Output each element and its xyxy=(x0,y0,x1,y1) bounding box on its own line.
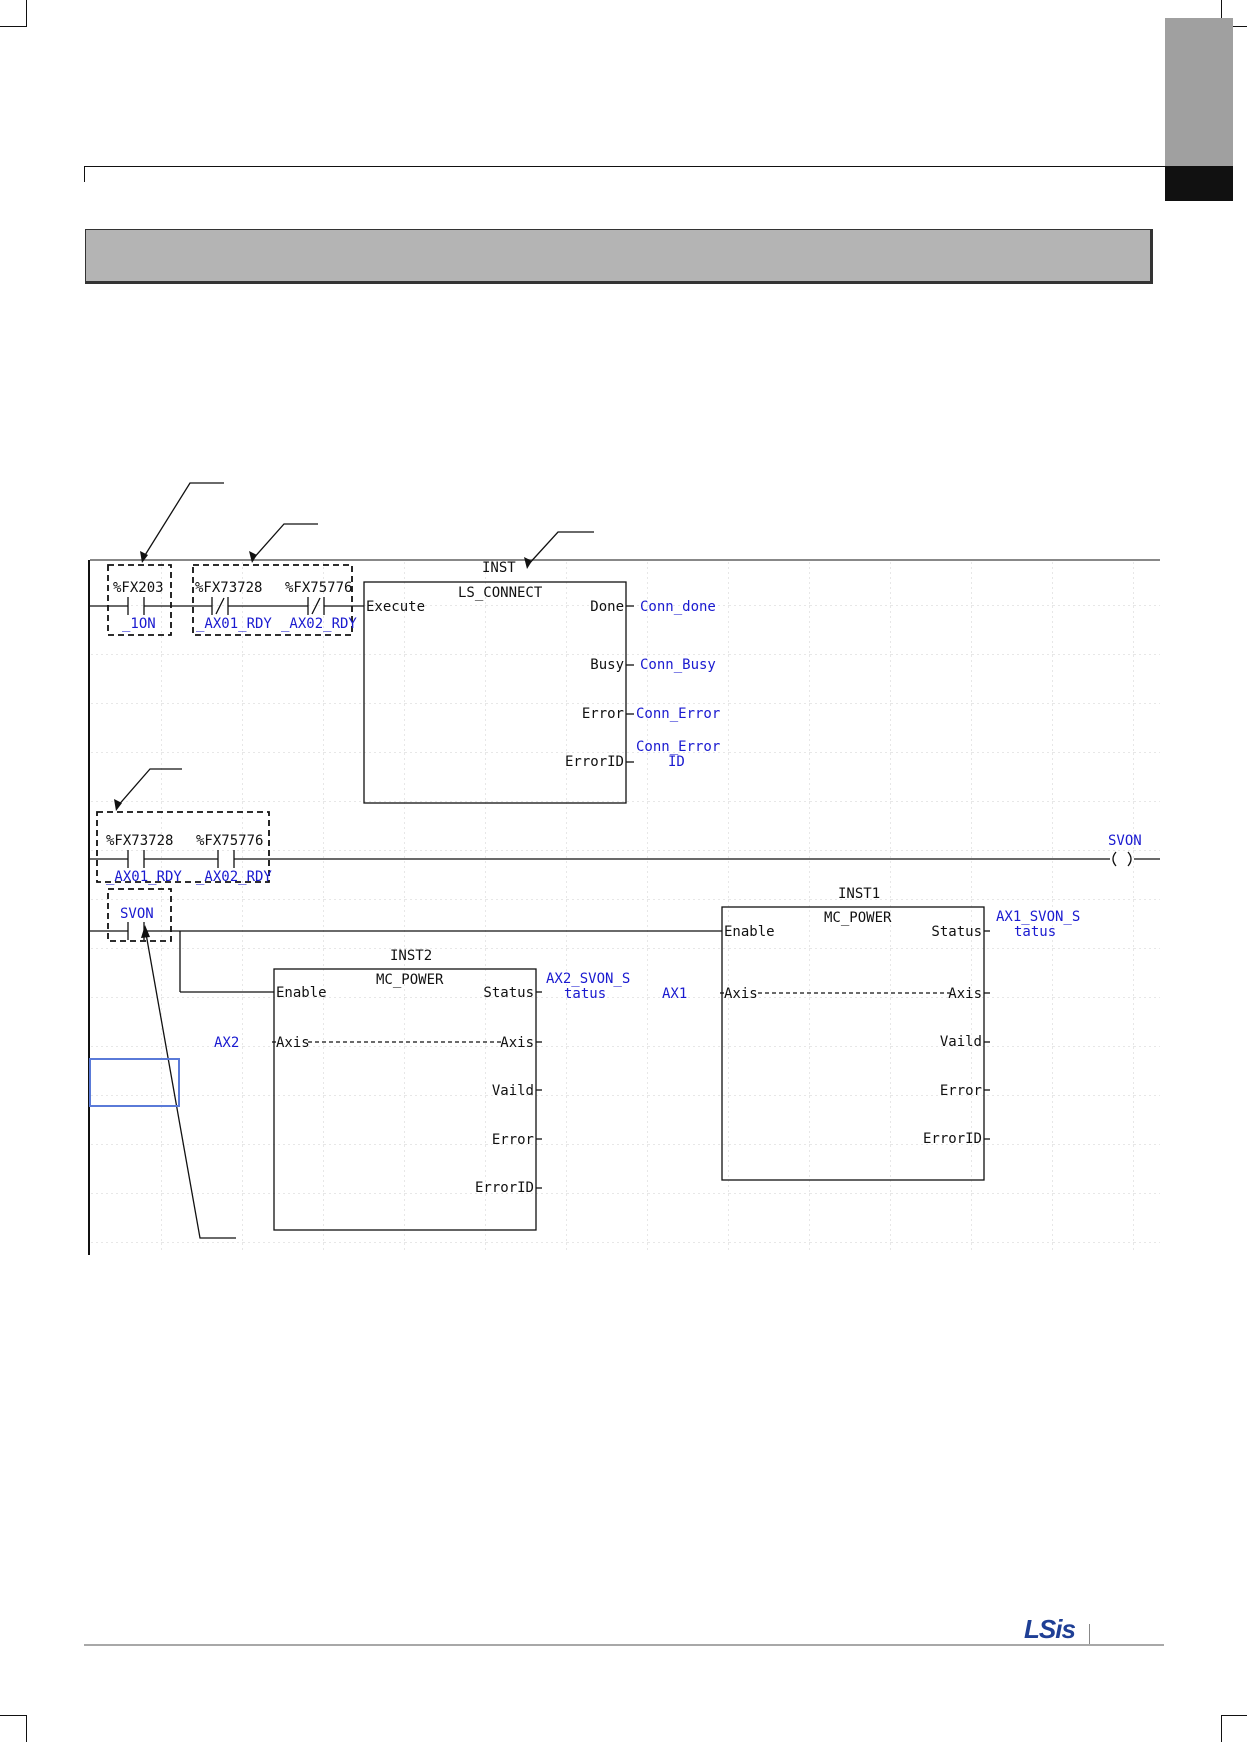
fb-power2-instance: INST2 xyxy=(390,948,433,964)
var-ax1-svon-status-line2: tatus xyxy=(1014,924,1057,940)
footer-logo xyxy=(1024,1614,1090,1642)
fb-connect-instance: INST xyxy=(482,560,516,576)
fb-connect-type: LS_CONNECT xyxy=(458,585,543,601)
fb-power1-output-error: Error xyxy=(939,1083,982,1099)
fb-power1-output-status: Status xyxy=(931,924,982,940)
fb-power2-output-axis: Axis xyxy=(500,1035,534,1051)
fb-power1-type: MC_POWER xyxy=(824,910,892,926)
rung2-contact-ax02-name: _AX02_RDY xyxy=(196,869,272,885)
fb-power2-input-axis: Axis xyxy=(276,1035,310,1051)
rung2-contact-ax01-address: %FX73728 xyxy=(106,833,174,849)
fb-power1-output-vaild: Vaild xyxy=(939,1034,982,1050)
var-ax1-svon-status-line1: AX1_SVON_S xyxy=(996,909,1081,925)
fb-connect-output-errorid: ErrorID xyxy=(564,754,624,770)
rung2-contact-ax01-name: _AX01_RDY xyxy=(106,869,182,885)
contact-ion-name: _1ON xyxy=(122,616,156,632)
logo-text: LSis xyxy=(1024,1614,1075,1644)
contact-svon-name: SVON xyxy=(120,906,154,922)
fb-connect-output-busy: Busy xyxy=(590,657,624,673)
var-conn-done: Conn_done xyxy=(640,599,716,615)
var-ax2-svon-status-line2: tatus xyxy=(564,986,607,1002)
var-ax2: AX2 xyxy=(214,1035,240,1051)
fb-power2-input-enable: Enable xyxy=(276,985,327,1001)
fb-power2-output-error: Error xyxy=(491,1132,534,1148)
fb-power1-input-enable: Enable xyxy=(724,924,775,940)
contact-ax02-name: _AX02_RDY xyxy=(281,616,357,632)
var-ax2-svon-status-line1: AX2_SVON_S xyxy=(546,971,631,987)
rung2-contact-ax02-address: %FX75776 xyxy=(196,833,264,849)
fb-connect-output-error: Error xyxy=(581,706,624,722)
fb-power2-type: MC_POWER xyxy=(376,972,444,988)
var-ax1: AX1 xyxy=(662,986,688,1002)
fb-power2-output-vaild: Vaild xyxy=(491,1083,534,1099)
contact-ax02-address: %FX75776 xyxy=(285,580,353,596)
fb-power2-output-status: Status xyxy=(483,985,534,1001)
coil-svon-name: SVON xyxy=(1108,833,1142,849)
fb-power1-output-axis: Axis xyxy=(948,986,982,1002)
var-conn-errorid-line2: ID xyxy=(668,754,685,770)
var-conn-busy: Conn_Busy xyxy=(640,657,716,673)
fb-power2-output-errorid: ErrorID xyxy=(474,1180,534,1196)
fb-connect-output-done: Done xyxy=(590,599,624,615)
contact-ion-address: %FX203 xyxy=(113,580,164,596)
fb-power1-instance: INST1 xyxy=(838,886,881,902)
fb-connect-input-execute: Execute xyxy=(366,599,426,615)
var-conn-errorid-line1: Conn_Error xyxy=(636,739,721,755)
fb-power1-output-errorid: ErrorID xyxy=(922,1131,982,1147)
var-conn-error: Conn_Error xyxy=(636,706,721,722)
ladder-grid xyxy=(90,560,1160,1253)
footer-rule xyxy=(84,1644,1164,1646)
logo-divider xyxy=(1089,1624,1090,1644)
contact-ax01-address: %FX73728 xyxy=(195,580,263,596)
contact-ax01-name: _AX01_RDY xyxy=(196,616,272,632)
fb-power1-input-axis: Axis xyxy=(724,986,758,1002)
